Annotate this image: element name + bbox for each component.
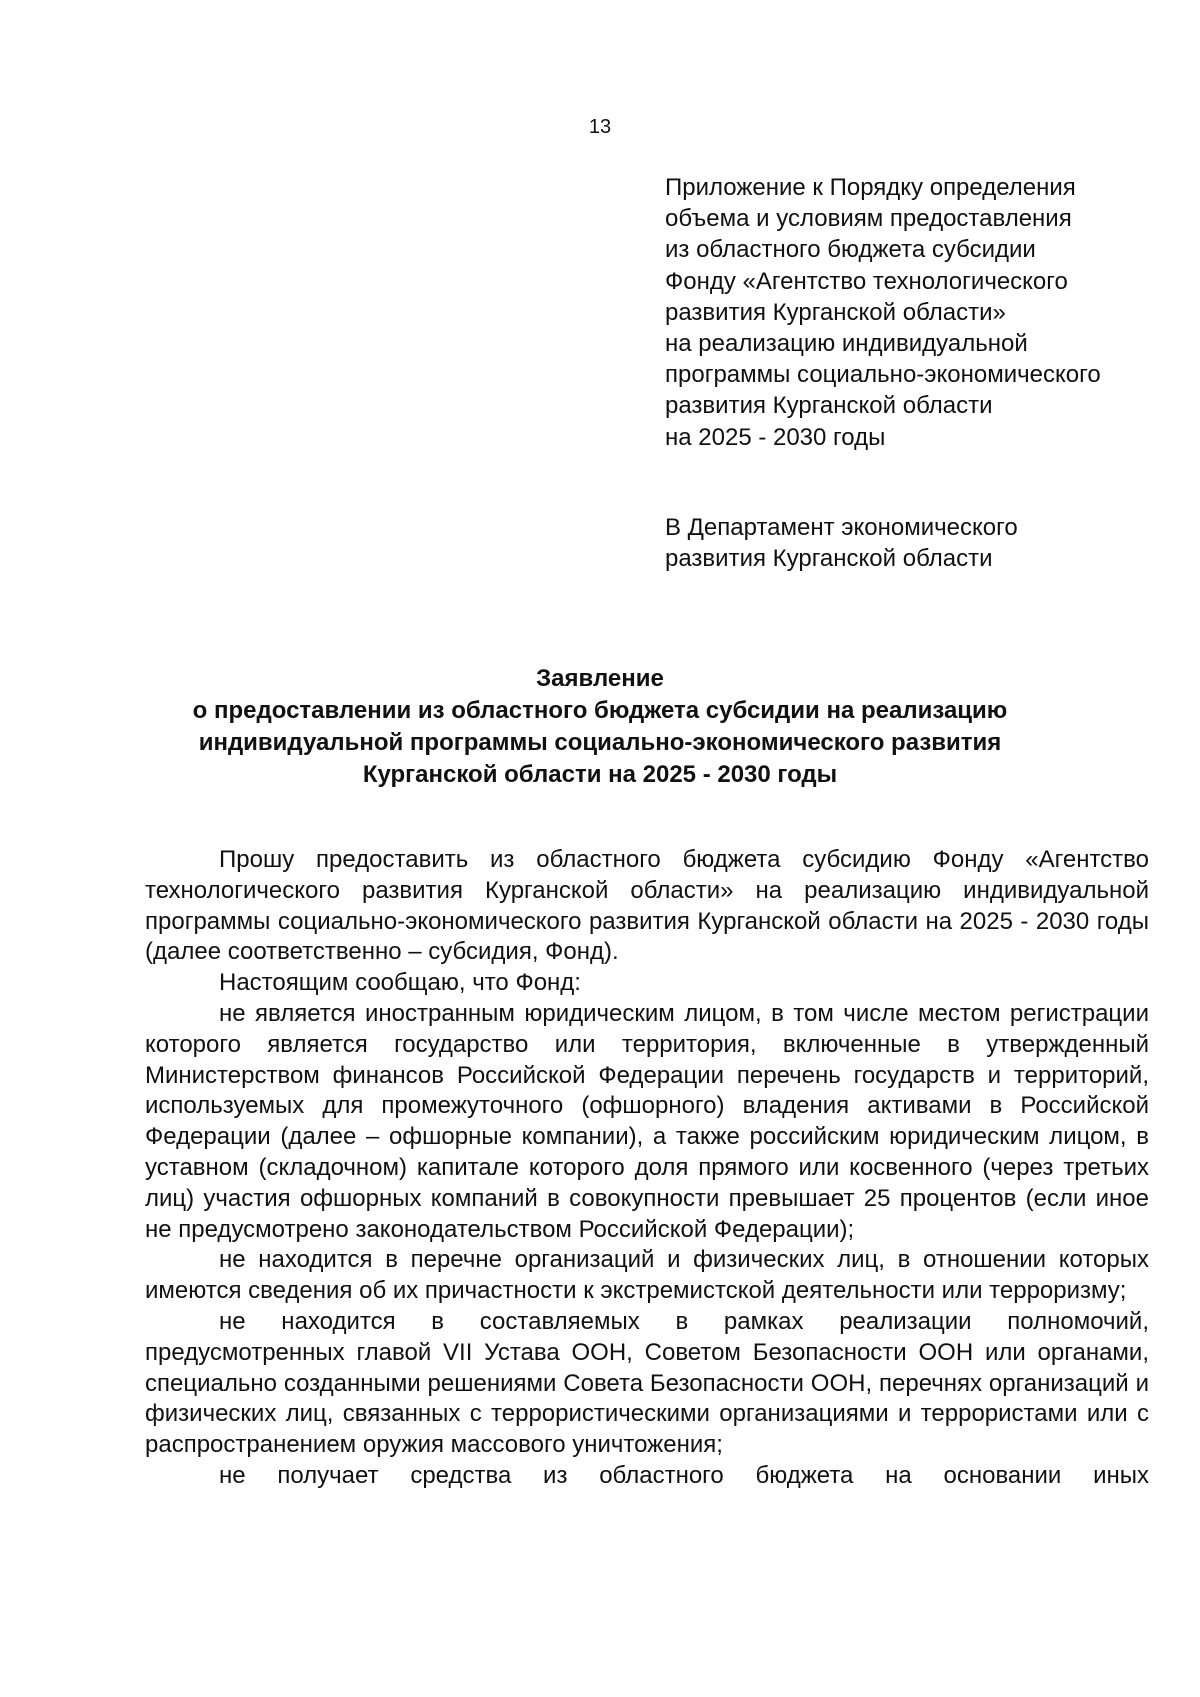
body-paragraph: не находится в перечне организаций и физических лиц, в отношении которых имеются сведения об их причастности к экстремистской деятельности или терроризму;	[145, 1246, 1149, 1305]
annex-line: из областного бюджета субсидии	[665, 236, 1036, 264]
annex-reference-block	[665, 172, 1185, 453]
body-paragraph: Настоящим сообщаю, что Фонд:	[219, 969, 581, 997]
annex-line: на 2025 - 2030 годы	[665, 423, 886, 451]
annex-line: Приложение к Порядку определения	[665, 174, 1076, 201]
annex-line: развития Курганской области»	[665, 298, 1006, 326]
recipient-line: развития Курганской области	[665, 545, 993, 572]
annex-line: на реализацию индивидуальной	[665, 330, 1028, 358]
annex-line: объема и условиям предоставления	[665, 205, 1072, 233]
body-paragraph: не является иностранным юридическим лицом, в том числе местом регистрации которого является государство или территория, включенные в утвержденный Министерством финансов Российской Федерации перечень государств и территорий, используемых для промежуточного (офшорного) владения активами в Российской Федерации (далее – офшорные компании), а также российским юридическим лицом, в уставном (складочном) капитале которого доля прямого или косвенного (через третьих лиц) участия офшорных компаний в совокупности превышает 25 процентов (если иное не предусмотрено законодательством Российской Федерации);	[145, 999, 1149, 1243]
annex-line: программы социально-экономического	[665, 361, 1101, 389]
title-subline: Курганской области на 2025 - 2030 годы	[362, 761, 838, 788]
title-heading: Заявление	[536, 665, 664, 692]
title-subline: о предоставлении из областного бюджета субсидии на реализацию	[192, 697, 1008, 724]
document-title	[0, 663, 1200, 791]
annex-line: развития Курганской области	[665, 392, 993, 420]
title-subline: индивидуальной программы социально-экономического развития	[198, 729, 1002, 756]
page-number: 13	[588, 116, 612, 138]
body-paragraph: не получает средства из областного бюджета на основании иных	[219, 1461, 1149, 1489]
recipient-block	[665, 512, 1185, 574]
document-body	[145, 845, 1149, 1492]
body-paragraph: не находится в составляемых в рамках реализации полномочий, предусмотренных главой VII Устава ООН, Советом Безопасности ООН или органами, специально созданными решениями Совета Безопасности ООН, перечнях организаций и физических лиц, связанных с террористическими организациями и террористами или с распространением оружия массового уничтожения;	[145, 1307, 1149, 1459]
body-paragraph: Прошу предоставить из областного бюджета субсидию Фонду «Агентство технологического развития Курганской области» на реализацию индивидуальной программы социально-экономического развития Курганской области на 2025 - 2030 годы (далее соответственно – субсидия, Фонд).	[145, 846, 1149, 966]
annex-line: Фонду «Агентство технологического	[665, 267, 1068, 295]
recipient-line: В Департамент экономического	[665, 514, 1018, 541]
